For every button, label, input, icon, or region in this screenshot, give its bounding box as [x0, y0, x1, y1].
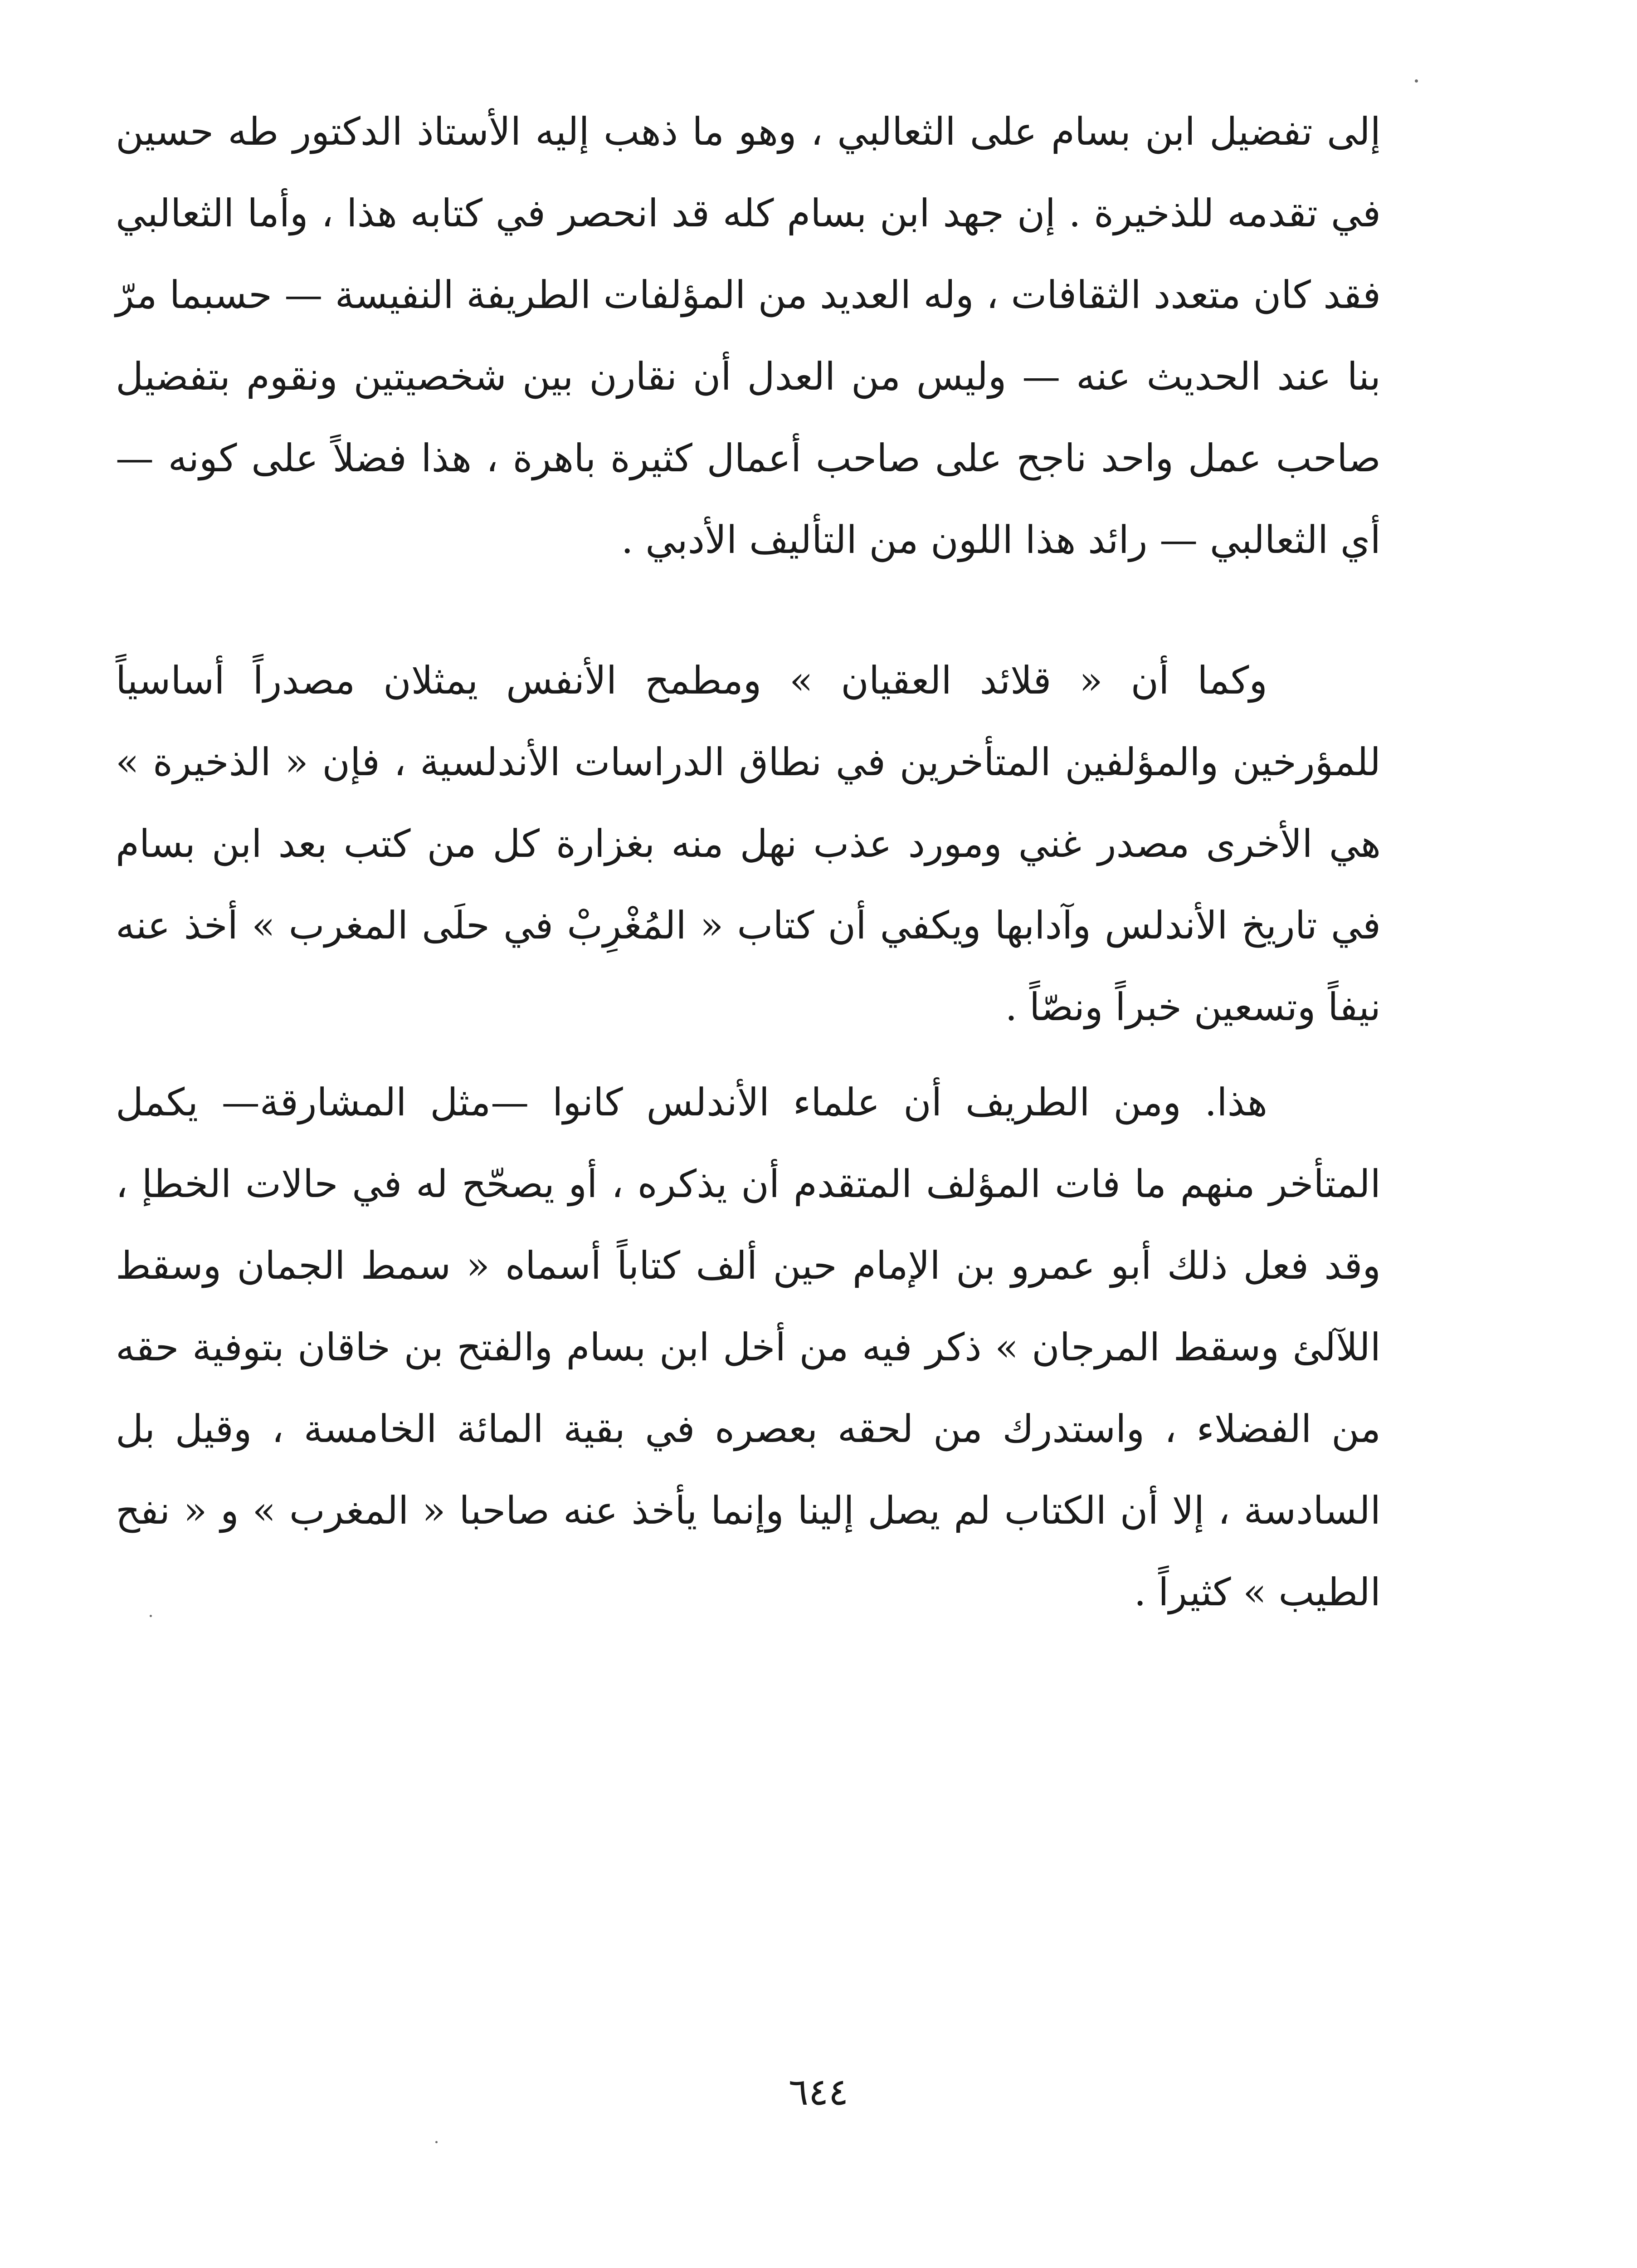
paragraph-continuation	[116, 91, 1381, 581]
scan-speck	[435, 2141, 438, 2143]
paragraph-sources	[116, 640, 1381, 1048]
paragraph-1-text: إلى تفضيل ابن بسام على الثعالبي ، وهو ما ذهب إليه الأستاذ الدكتور طه حسين في تقدمه للذخيرة . إن جهد ابن بسام كله قد انحصر في كتابه هذا ، وأما الثعالبي فقد كان متعدد الثقافات ، وله العديد من المؤلفات الطريفة النفيسة — حسبما مرّ بنا عند الحديث عنه — وليس من العدل أن نقارن بين شخصيتين ونقوم بتفضيل صاحب عمل واحد ناجح على صاحب أعمال كثيرة باهرة ، هذا فضلاً على كونه — أي الثعالبي — رائد هذا اللون من التأليف الأدبي .	[116, 109, 1381, 562]
page-number: ٦٤٤	[788, 2071, 849, 2114]
paragraph-andalusian-scholars	[116, 1061, 1381, 1633]
scan-speck	[1415, 79, 1418, 83]
paragraph-2-text: وكما أن « قلائد العقيان » ومطمح الأنفس يمثلان مصدراً أساسياً للمؤرخين والمؤلفين المتأخرين في نطاق الدراسات الأندلسية ، فإن « الذخيرة » هي الأخرى مصدر غني ومورد عذب نهل منه بغزارة كل من كتب بعد ابن بسام في تاريخ الأندلس وآدابها ويكفي أن كتاب « المُغْرِبْ في حلَى المغرب » أخذ عنه نيفاً وتسعين خبراً ونصّاً .	[116, 658, 1381, 1029]
paragraph-3-text: هذا. ومن الطريف أن علماء الأندلس كانوا —مثل المشارقة— يكمل المتأخر منهم ما فات المؤلف المتقدم أن يذكره ، أو يصحّح له في حالات الخطإ ، وقد فعل ذلك أبو عمرو بن الإمام حين ألف كتاباً أسماه « سمط الجمان وسقط اللآلئ وسقط المرجان » ذكر فيه من أخل ابن بسام والفتح بن خاقان بتوفية حقه من الفضلاء ، واستدرك من لحقه بعصره في بقية المائة الخامسة ، وقيل بل السادسة ، إلا أن الكتاب لم يصل إلينا وإنما يأخذ عنه صاحبا « المغرب » و « نفح الطيب » كثيراً .	[116, 1080, 1381, 1614]
scan-speck	[150, 1615, 152, 1617]
